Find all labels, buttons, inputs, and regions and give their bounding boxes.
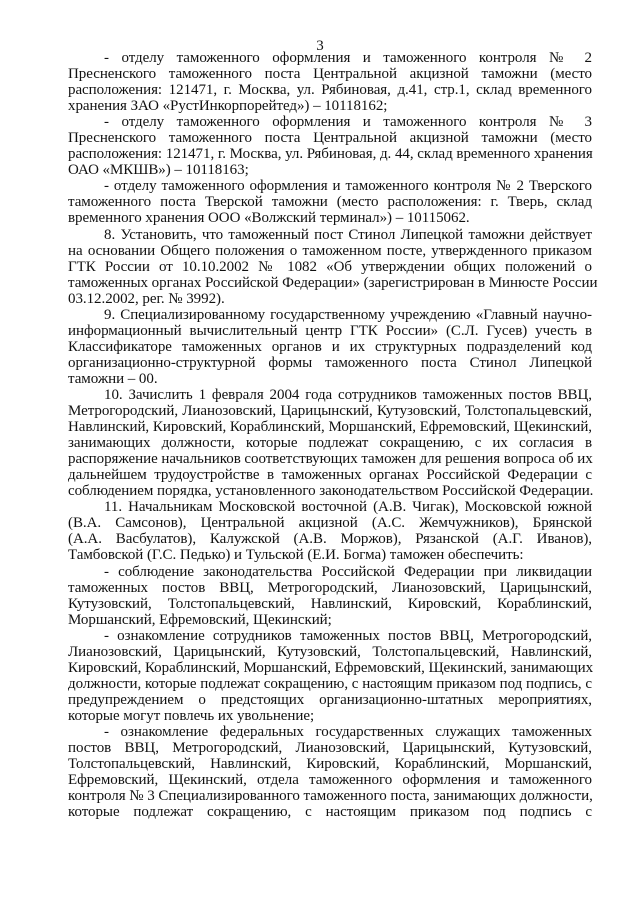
- text-line: - ознакомление сотрудников таможенных постов ВВЦ, Метрогородский,: [104, 627, 592, 644]
- text-line: - отделу таможенного оформления и таможенного контроля № 3: [104, 114, 592, 131]
- text-line: Классификаторе таможенных органов и их структурных подразделений код: [68, 338, 592, 355]
- text-line: Ефремовский, Щекинский, отдела таможенного оформления и таможенного: [68, 772, 592, 789]
- text-line: должности, которые подлежат сокращению, с настоящим приказом под подпись, с: [68, 675, 592, 692]
- text-line: распоряжение начальников соответствующих таможен для решения вопроса об их: [68, 451, 593, 468]
- paragraph: [68, 178, 592, 226]
- paragraph: [68, 50, 592, 114]
- text-line: 03.12.2002, рег. № 3992).: [68, 290, 225, 307]
- text-line: 10. Зачислить 1 февраля 2004 года сотрудников таможенных постов ВВЦ,: [104, 386, 592, 403]
- text-line: ОАО «МКШВ») – 10118163;: [68, 162, 249, 179]
- text-line: соблюдением порядка, установленного законодательством Российской Федерации.: [68, 483, 594, 500]
- text-line: таможни – 00.: [68, 370, 158, 387]
- text-line: (А.А. Васбулатов), Калужской (А.В. Моржов), Рязанской (А.Г. Иванов),: [68, 531, 592, 548]
- text-line: которые могут повлечь их увольнение;: [68, 707, 315, 724]
- text-line: - отделу таможенного оформления и таможенного контроля № 2 Тверского: [104, 178, 592, 195]
- paragraph: [68, 564, 592, 628]
- text-line: Пресненского таможенного поста Центральной акцизной таможни (место: [68, 66, 592, 83]
- text-line: таможенных постов ВВЦ, Метрогородский, Лианозовский, Царицынский,: [68, 579, 592, 596]
- text-line: которые подлежат сокращению, с настоящим приказом под подпись с: [68, 804, 592, 821]
- text-line: предупреждением о предстоящих организационно-штатных мероприятиях,: [68, 691, 592, 708]
- text-line: информационный вычислительный центр ГТК России» (С.Л. Гусев) учесть в: [68, 322, 592, 339]
- text-line: 8. Установить, что таможенный пост Стинол Липецкой таможни действует: [104, 226, 592, 243]
- text-line: занимающих должности, которые подлежат сокращению, с их согласия в: [68, 435, 592, 452]
- text-line: Лианозовский, Царицынский, Кутузовский, Толстопальцевский, Навлинский,: [68, 643, 592, 660]
- text-line: (В.А. Самсонов), Центральной акцизной (А.С. Жемчужников), Брянской: [68, 515, 592, 532]
- text-line: таможенных органах Российской Федерации» (зарегистрирован в Минюсте России: [68, 274, 598, 291]
- text-line: Толстопальцевский, Навлинский, Кировский, Кораблинский, Моршанский,: [68, 756, 592, 773]
- paragraph: [68, 387, 592, 499]
- text-line: Моршанский, Ефремовский, Щекинский;: [68, 611, 332, 628]
- text-line: хранения ЗАО «РустИнкорпорейтед») – 10118162;: [68, 98, 388, 115]
- text-line: контроля № 3 Специализированного таможенного поста, занимающих должности,: [68, 788, 593, 805]
- paragraph: [68, 499, 592, 563]
- text-line: Тамбовской (Г.С. Педько) и Тульской (Е.И. Богма) таможен обеспечить:: [68, 547, 524, 564]
- paragraph: [68, 307, 592, 387]
- text-line: дальнейшем трудоустройстве в таможенных органах Российской Федерации с: [68, 467, 592, 484]
- paragraph: [68, 114, 592, 178]
- text-line: организационно-структурной формы таможенного поста Стинол Липецкой: [68, 354, 592, 371]
- text-line: постов ВВЦ, Метрогородский, Лианозовский, Царицынский, Кутузовский,: [68, 740, 592, 757]
- text-line: - отделу таможенного оформления и таможенного контроля № 2: [104, 50, 592, 66]
- text-line: временного хранения ООО «Волжский терминал») – 10115062.: [68, 210, 470, 227]
- text-line: Навлинский, Кировский, Кораблинский, Моршанский, Ефремовский, Щекинский,: [68, 419, 592, 436]
- text-line: - соблюдение законодательства Российской Федерации при ликвидации: [104, 563, 592, 580]
- text-line: - ознакомление федеральных государственных служащих таможенных: [104, 723, 592, 740]
- page-number: 3: [316, 38, 324, 54]
- text-line: Метрогородский, Лианозовский, Царицынский, Кутузовский, Толстопальцевский,: [68, 403, 592, 420]
- text-line: таможенного поста Тверской таможни (место расположения: г. Тверь, склад: [68, 194, 592, 211]
- document-body: [68, 50, 598, 821]
- text-line: 11. Начальникам Московской восточной (А.В. Чигак), Московской южной: [104, 499, 592, 516]
- text-line: на основании Общего положения о таможенном посте, утвержденного приказом: [68, 242, 592, 259]
- paragraph: [68, 724, 592, 820]
- text-line: ГТК России от 10.10.2002 № 1082 «Об утверждении общих положений о: [68, 258, 592, 275]
- text-line: 9. Специализированному государственному учреждению «Главный научно-: [104, 306, 592, 323]
- text-line: Пресненского таможенного поста Центральной акцизной таможни (место: [68, 130, 592, 147]
- paragraph: [68, 628, 592, 724]
- text-line: расположения: 121471, г. Москва, ул. Рябиновая, д.41, стр.1, склад временного: [68, 82, 592, 99]
- text-line: расположения: 121471, г. Москва, ул. Рябиновая, д. 44, склад временного хранения: [68, 146, 593, 163]
- paragraph: [68, 226, 598, 307]
- text-line: Кутузовский, Толстопальцевский, Навлинский, Кировский, Кораблинский,: [68, 595, 592, 612]
- text-line: Кировский, Кораблинский, Моршанский, Ефремовский, Щекинский, занимающих: [68, 659, 594, 676]
